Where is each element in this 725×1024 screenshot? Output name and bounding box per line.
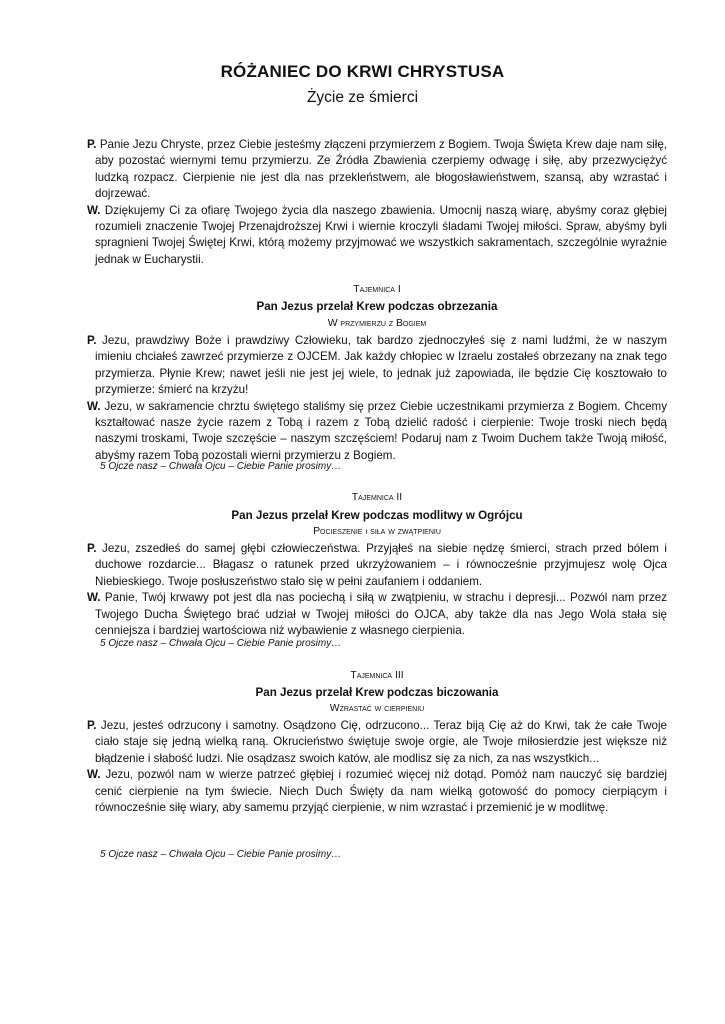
speaker-label: W.: [87, 203, 101, 217]
mystery-2-title: Pan Jezus przelał Krew podczas modlitwy w Ogrójcu: [231, 509, 523, 522]
document-title: RÓŻANIEC DO KRWI CHRYSTUSA: [220, 62, 505, 81]
intro-w-paragraph: [87, 203, 667, 269]
intro-p-paragraph: [87, 137, 667, 203]
speaker-label: W.: [87, 591, 101, 605]
mystery-2-label: Tajemnica II: [351, 492, 403, 503]
speaker-label: P.: [87, 719, 97, 732]
mystery-3-title: Pan Jezus przelał Krew podczas biczowania: [255, 686, 499, 699]
mystery-1-prayer: 5 Ojcze nasz – Chwała Ojcu – Ciebie Panie prosimy…: [100, 461, 342, 472]
speaker-label: P.: [87, 334, 97, 347]
mystery-1-body: [87, 333, 667, 464]
mystery-3-p-paragraph: [87, 718, 667, 767]
paragraph-text: Jezu, pozwól nam w wierze patrzeć głębiej i rozumieć więcej niż dotąd. Pomóż nam nauczyć się bardziej cenić cierpienie na tym świecie. Niech Duch Święty da nam wielką gotowość do pomocy cierpiącym i równocześnie siłę wiary, aby samemu przyjąć cierpienie, w nim wzrastać i przemienić je w modlitwę.: [95, 768, 667, 815]
speaker-label: W.: [87, 399, 101, 413]
paragraph-text: Jezu, zszedłeś do samej głębi człowieczeństwa. Przyjąłeś na siebie nędzę śmierci, strach przed bólem i duchowe rozdarcie... Błagasz o ratunek przed ukrzyżowaniem – i równocześnie przyjmujesz wolę Ojca Niebieskiego. Twoje posłuszeństwo stało się w pełni zaufaniem i oddaniem.: [95, 542, 667, 588]
speaker-label: P.: [87, 138, 97, 151]
paragraph-text: Jezu, w sakramencie chrztu świętego staliśmy się przez Ciebie uczestnikami przymierza z Bogiem. Chcemy kształtować nasze życie razem z Tobą i razem z Tobą dzielić radość i cierpienie: Twoje troski niech będą naszymi troskami, Twoje szczęście – naszym szczęściem! Podaruj nam z Twoim Duchem także Twoją miłość, abyśmy razem Tobą pozostali wierni przymierzu z Bogiem.: [95, 399, 667, 462]
mystery-3-body: [87, 718, 667, 816]
speaker-label: W.: [87, 768, 101, 782]
mystery-1-label: Tajemnica I: [353, 284, 401, 295]
mystery-3-w-paragraph: [87, 767, 667, 816]
paragraph-text: Jezu, prawdziwy Boże i prawdziwy Człowieku, tak bardzo zjednoczyłeś się z nami ludźmi, że w naszym imieniu chciałeś zawrzeć przymierze z OJCEM. Jak każdy chłopiec w Izraelu zostałeś obrzezany na znak tego przymierza. Płynie Krew; nawet jeśli nie jest jej wiele, to jednak już zapowiada, ile będzie Cię kosztowało to przymierze: śmierć na krzyżu!: [95, 334, 667, 397]
paragraph-text: Panie Jezu Chryste, przez Ciebie jesteśmy złączeni przymierzem z Bogiem. Twoja Święta Krew daje nam siłę, aby pozostać wiernymi temu przymierzu. Ze Źródła Zbawienia czerpiemy odwagę i siłę, aby przezwyciężyć ludzką rozpacz. Cierpienie nie jest dla nas przekleństwem, ale błogosławieństwem, szansą, aby wzrastać i dojrzewać.: [95, 138, 667, 201]
mystery-2-w-paragraph: [87, 590, 667, 639]
mystery-2-subtitle: Pocieszenie i siła w zwątpieniu: [313, 526, 441, 537]
paragraph-text: Jezu, jesteś odrzucony i samotny. Osądzono Cię, odrzucono... Teraz biją Cię aż do Krwi, tak że całe Twoje ciało staje się jedną wielką raną. Okrucieństwo świętuje swoje orgie, ale Twoje miłosierdzie jest większe niż błądzenie i słabość ludzi. Nie osądzasz swoich katów, ale modlisz się za nich, za nas wszystkich...: [95, 719, 667, 765]
mystery-1-w-paragraph: [87, 399, 667, 465]
mystery-3-subtitle: Wzrastać w cierpieniu: [329, 703, 425, 714]
mystery-1-title: Pan Jezus przelał Krew podczas obrzezania: [256, 300, 498, 313]
mystery-3-label: Tajemnica III: [350, 670, 404, 681]
mystery-2-prayer: 5 Ojcze nasz – Chwała Ojcu – Ciebie Panie prosimy…: [100, 638, 342, 649]
mystery-3-prayer: 5 Ojcze nasz – Chwała Ojcu – Ciebie Panie prosimy…: [100, 849, 342, 860]
paragraph-text: Panie, Twój krwawy pot jest dla nas pociechą i siłą w zwątpieniu, w strachu i depresji... Pozwól nam przez Twojego Ducha Świętego brać udział w Twojej miłości do OJCA, aby także dla nas Jego Wola stała się cenniejsza i bardziej wartościowa niż wybawienie z własnego cierpienia.: [95, 591, 667, 638]
document-subtitle: Życie ze śmierci: [306, 89, 419, 106]
mystery-1-p-paragraph: [87, 333, 667, 399]
mystery-2-p-paragraph: [87, 541, 667, 590]
mystery-1-subtitle: W przymierzu z Bogiem: [327, 318, 427, 329]
intro-section: [87, 137, 667, 268]
mystery-2-body: [87, 541, 667, 639]
speaker-label: P.: [87, 542, 97, 555]
paragraph-text: Dziękujemy Ci za ofiarę Twojego życia dla naszego zbawienia. Umocnij naszą wiarę, abyśmy coraz głębiej rozumieli znaczenie Twojej Przenajdroższej Krwi i wiernie kroczyli śladami Twojej miłości. Spraw, abyśmy byli spragnieni Twojej Świętej Krwi, którą możemy przyjmować we wszystkich sakramentach, szczególnie wyraźnie jednak w Eucharystii.: [95, 203, 667, 266]
